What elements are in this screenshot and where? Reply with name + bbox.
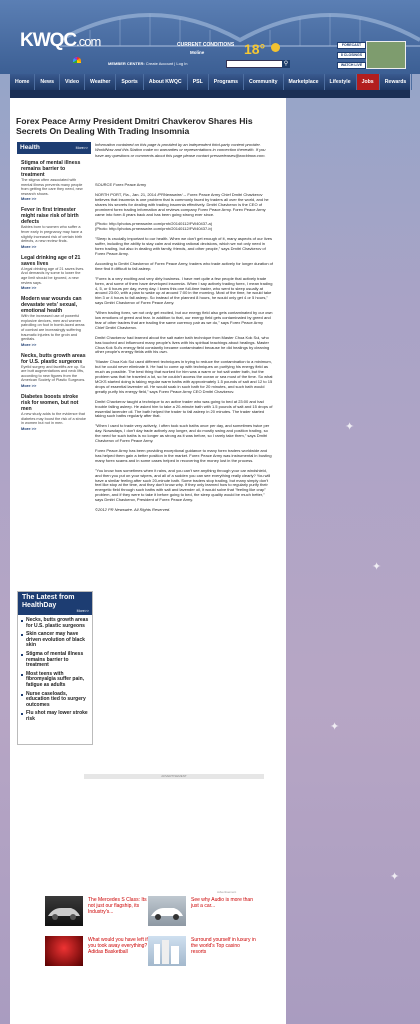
health-item-more[interactable]: More >>	[21, 425, 37, 431]
health-item-more[interactable]: More >>	[21, 243, 37, 249]
health-item	[21, 160, 87, 201]
article-paragraph: "Forex is a very exciting and very dirty business. I have met quite a few people that actively trade forex, and some of them have developed insomnia. When I say actively trading forex, I mean trading 4, 5, or 6 hours per day, every day. I knew this one full-time trader, who went to sleep usually at around 23:00, with a plan to wake up at around 7:00 in the morning. Most of the time, he would take him 3 or 4 hours to fall asleep. So instead of the planned 8 hours, he would only get 4 or 5 hours," says Dmitri Chavkerov of Forex Peace Army.	[95, 275, 273, 306]
health-item-title[interactable]: Necks, butts growth areas for U.S. plastic surgeons	[21, 352, 86, 365]
promo-mercedes[interactable]	[45, 896, 155, 928]
forecast-button[interactable]: FORECAST	[337, 42, 366, 49]
nav-programs[interactable]: Programs	[209, 74, 244, 90]
radar-map-thumbnail[interactable]	[366, 41, 406, 69]
article-paragraph: Forex Peace Army has been providing exceptional guidance to many forex traders worldwide and has helped them gain a better position in the market. Forex Peace Army was instrumental in busting many forex scams and in some cases helped in recovering the money lost in the process.	[95, 447, 272, 463]
health-item-more[interactable]: More >>	[21, 285, 37, 291]
article-title: Forex Peace Army President Dmitri Chavkerov Shares His Secrets On Dealing With Trading Insomnia	[16, 116, 253, 136]
watch-live-button[interactable]: WATCH LIVE	[337, 62, 366, 69]
nav-news[interactable]: News	[35, 74, 60, 90]
closings-button[interactable]: 8 CLOSINGS	[337, 52, 366, 59]
promo-adidas[interactable]	[45, 936, 155, 968]
main-nav	[10, 74, 410, 90]
article-copyright: ©2012 PR Newswire. All Rights Reserved.	[95, 507, 171, 513]
nav-jobs[interactable]: Jobs	[357, 74, 380, 90]
latest-header	[18, 592, 92, 615]
nav-about-kwqc[interactable]: About KWQC	[144, 74, 188, 90]
nbc-peacock-icon	[73, 57, 81, 63]
sparkle-decoration: ✦	[390, 871, 400, 883]
promo-text[interactable]: The Mercedes S Class: Its not just our flagship, its Industry's...	[88, 897, 147, 915]
article-paragraph: Dmitri Chavkerov had learned about the salt water bath technique from Master Choa Kok Sui, who has touched and influenced many people's lives with his spiritual teachings about healings. Master Choa Kok Sui's energy field constantly became contaminated because he did healings by cleaning other people's energy fields with his own.	[95, 334, 270, 355]
health-item	[21, 296, 87, 347]
third-party-disclaimer: Information contained on this page is provided by an independent third-party content provider. WorldNow and this Station make no warranties or representations in connection therewith. If you have any questions or comments about this page please contact pressreleases@worldnow.com.	[95, 142, 266, 158]
health-item-blurb: The stigma often associated with mental illness prevents many people from getting the care they need, new research shows.	[21, 178, 83, 196]
article-paragraph: According to Dmitri Chavkerov of Forex Peace Army, traders who trade actively for longer duration of time find it difficult to fall asleep.	[95, 260, 274, 271]
health-item-more[interactable]: More >>	[21, 196, 37, 202]
health-item-more[interactable]: More >>	[21, 383, 37, 389]
latest-item[interactable]: Skin cancer may have driven evolution of black skin	[21, 632, 89, 649]
weather-city[interactable]: Moline	[190, 50, 205, 55]
audi-car-image[interactable]	[148, 896, 186, 926]
search-input[interactable]	[226, 60, 283, 68]
skyline-icon	[148, 936, 186, 966]
latest-more-link[interactable]: More>>	[76, 609, 89, 613]
sub-nav-bar	[10, 90, 410, 98]
advertisement-label: Advertisement	[217, 890, 237, 894]
health-sidebar	[17, 142, 91, 431]
member-center	[108, 61, 188, 66]
latest-item[interactable]: Nurse caseloads, education tied to surgery outcomes	[21, 692, 89, 709]
site-header	[0, 0, 420, 74]
sparkle-decoration: ✦	[345, 421, 355, 433]
health-item	[21, 394, 87, 431]
mercedes-car-image[interactable]	[45, 896, 83, 926]
nav-video[interactable]: Video	[60, 74, 85, 90]
health-item-blurb: A new study adds to the evidence that diabetes may boost the risk of a stroke in women but not in men.	[21, 412, 87, 426]
article-paragraph: "When I used to trade very actively, I often took such baths once per day, and sometimes twice per day. Nowadays, I don't day trade actively any longer, and do mostly swing and position trading, so the need for such baths is no longer as strong as it was before, so I rarely take them," says Dmitri Chavkerov of Forex Peace Army.	[95, 423, 270, 444]
search-icon[interactable]: ⚲	[283, 61, 289, 67]
promo-text[interactable]: See why Audio is more than just a car...	[191, 897, 253, 909]
nav-marketplace[interactable]: Marketplace	[284, 74, 325, 90]
promo-casino[interactable]	[148, 936, 258, 968]
promo-text[interactable]: Surround yourself in luxury in the world's Top casino resorts	[191, 937, 256, 955]
car-silhouette-icon	[148, 896, 186, 926]
advertisement-bar[interactable]: ADVERTISEMENT	[84, 774, 264, 779]
health-item-title[interactable]: Legal drinking age of 21 saves lives	[21, 254, 81, 267]
current-conditions-label: CURRENT CONDITIONS	[177, 42, 235, 48]
latest-item[interactable]: Flu shot may lower stroke risk	[21, 711, 89, 722]
nav-home[interactable]: Home	[10, 74, 35, 90]
health-item-title[interactable]: Diabetes boosts stroke risk for women, but not men	[21, 394, 79, 413]
nav-weather[interactable]: Weather	[85, 74, 116, 90]
weather-temperature[interactable]: 18°	[244, 41, 266, 57]
health-item-title[interactable]: Modern war wounds can devastate vets' sexual, emotional health	[21, 296, 82, 315]
health-item-more[interactable]: More >>	[21, 341, 37, 347]
article-paragraph: "Sleep is crucially important to our health. When we don't get enough of it, many aspects of our lives suffer, including the ability to stay calm and making rational decisions, which we not only need in forex trading, but also in dealing with family, friends, and other people," says Dmitri Chavkerov of Forex Peace Army.	[95, 236, 272, 256]
nav-lifestyle[interactable]: Lifestyle	[325, 74, 357, 90]
health-item-title[interactable]: Fever in first trimester might raise risk of birth defects	[21, 207, 79, 226]
nav-psl[interactable]: PSL	[188, 74, 209, 90]
health-item	[21, 207, 87, 248]
nav-community[interactable]: Community	[244, 74, 284, 90]
article-paragraph: SOURCE Forex Peace Army	[95, 182, 147, 187]
sparkle-decoration: ✦	[372, 561, 382, 573]
latest-heading: The Latest from HealthDay	[22, 594, 75, 609]
health-item-blurb: With the increased use of powerful explosive devices, men and women patrolling on foot in bomb-laced areas of combat are increasingly suffering traumatic injuries to the groin and genitals.	[21, 314, 85, 342]
health-item-blurb: A legal drinking age of 21 saves lives. And demands by some to lower the age limit should be ignored, a new review says.	[21, 266, 85, 285]
health-item-blurb: Babies born to women who suffer a fever early in pregnancy may have a slightly increased risk of certain birth defects, a new review finds.	[21, 225, 83, 244]
latest-item[interactable]: Most teens with fibromyalgia suffer pain, fatigue as adults	[21, 672, 89, 689]
health-heading: Health	[20, 144, 40, 151]
health-item-blurb: Eyelid surgery and facelifts are up. So are butt augmentations and neck lifts, according to new figures from the American Society of Plastic Surgeons.	[21, 364, 86, 383]
article-paragraph: "You know how sometimes when it rains, and you can't see anything through your car windshield, and then you put on your wipers, and all of a sudden you can see everything really clearly? You will have a similar feeling after such 20-minute bath. Some traders stop trading, but many simply don't feel like stop at the time, and they don't know why. If they only learned how to regularly purify their energetic field through such baths with salt and lavender oil, it would solve that "feeling like crap" problem, and if they were to take it before going to bed, the sleep quality would be much better," says Dmitri Chavkerov, President of Forex Peace Army.	[95, 467, 271, 503]
promo-audi[interactable]	[148, 896, 258, 928]
article-paragraph: Dmitri Chavkerov taught a technique to an active trader who was going to bed at 23:00 and had trouble falling asleep. He asked him to take a 20-minute bath with 1.5 pounds of salt and 15 drops of essential lavender oil. The bath helped the trader to fall asleep in 20 minutes. The trader started taking such baths regularly after that.	[95, 398, 273, 419]
nav-sports[interactable]: Sports	[116, 74, 143, 90]
car-silhouette-icon	[45, 896, 83, 926]
health-item	[21, 255, 87, 290]
member-center-label: MEMBER CENTER:	[108, 61, 145, 66]
latest-healthday-box	[17, 591, 93, 745]
article-paragraph: NORTH PORT, Fla., Jan. 21, 2014 /PRNewswire/ -- Forex Peace Army Chief Dmitri Chavkerov believes that insomnia is one problem that is commonly faced by traders all over the world, and he shares his secrets for dealing with trading insomnia effectively. Dmitri Chavkerov is the CEO of prominent forex trading information and reviews company Forex Peace Army. Forex Peace Army came into form 8 years back and has been going strong ever since.	[95, 191, 269, 217]
kwqc-logo[interactable]: KWQC.com	[20, 30, 101, 51]
health-header	[17, 142, 91, 154]
article-photo-links[interactable]: (Photo: http://photos.prnewswire.com/prnh/20140112/FW40437-a) (Photo: http://photos.prnewswire.com/prnh/20140112/FW40437-b)	[95, 221, 213, 232]
latest-item[interactable]: Necks, butts growth areas for U.S. plastic surgeons	[21, 618, 89, 629]
sunny-weather-icon	[271, 43, 280, 52]
article-body	[95, 183, 273, 518]
article-paragraph: "Master Choa Kok Sui used different techniques in trying to reduce the contamination to a minimum, but he could never eliminate it. He had to come up with techniques on purifying his energy field as much as possible. The best thing that worked for him was a warm or hot salt water bath, but the problem was that he traveled a lot, so he couldn't access the ocean or sea most of the time. So what MCKS started doing is taking regular warm baths with approximately 1.5 pounds of salt and 12 to 15 drops of essential lavender oil. He would soak in such bath for 20 minutes, and such bath would greatly purify his energy field," says Forex Peace Army CEO Dmitri Chavkerov.	[95, 359, 273, 394]
sparkle-decoration: ✦	[330, 721, 340, 733]
adidas-basketball-image[interactable]	[45, 936, 83, 966]
promo-text[interactable]: What would you have left if you took away everything? Adidas Basketball	[88, 937, 148, 955]
member-center-links[interactable]: Create Account | Log In	[145, 61, 188, 66]
article-paragraph: "When trading forex, we not only get excited, but our energy field also gets contaminated by our own low emotions of greed and fear. In addition to that, our energy field gets contaminated by greed and fear of other traders that are trading the same currency pair as we do," says Forex Peace Army Chief Dmitri Chavkerov.	[95, 310, 273, 330]
nav-rewards[interactable]: Rewards	[380, 74, 413, 90]
casino-resort-image[interactable]	[148, 936, 186, 966]
health-more-link[interactable]: More>>	[75, 146, 88, 150]
health-item-title[interactable]: Stigma of mental illness remains barrier to treatment	[21, 160, 81, 178]
health-item	[21, 353, 87, 388]
latest-item[interactable]: Stigma of mental illness remains barrier to treatment	[21, 652, 89, 669]
